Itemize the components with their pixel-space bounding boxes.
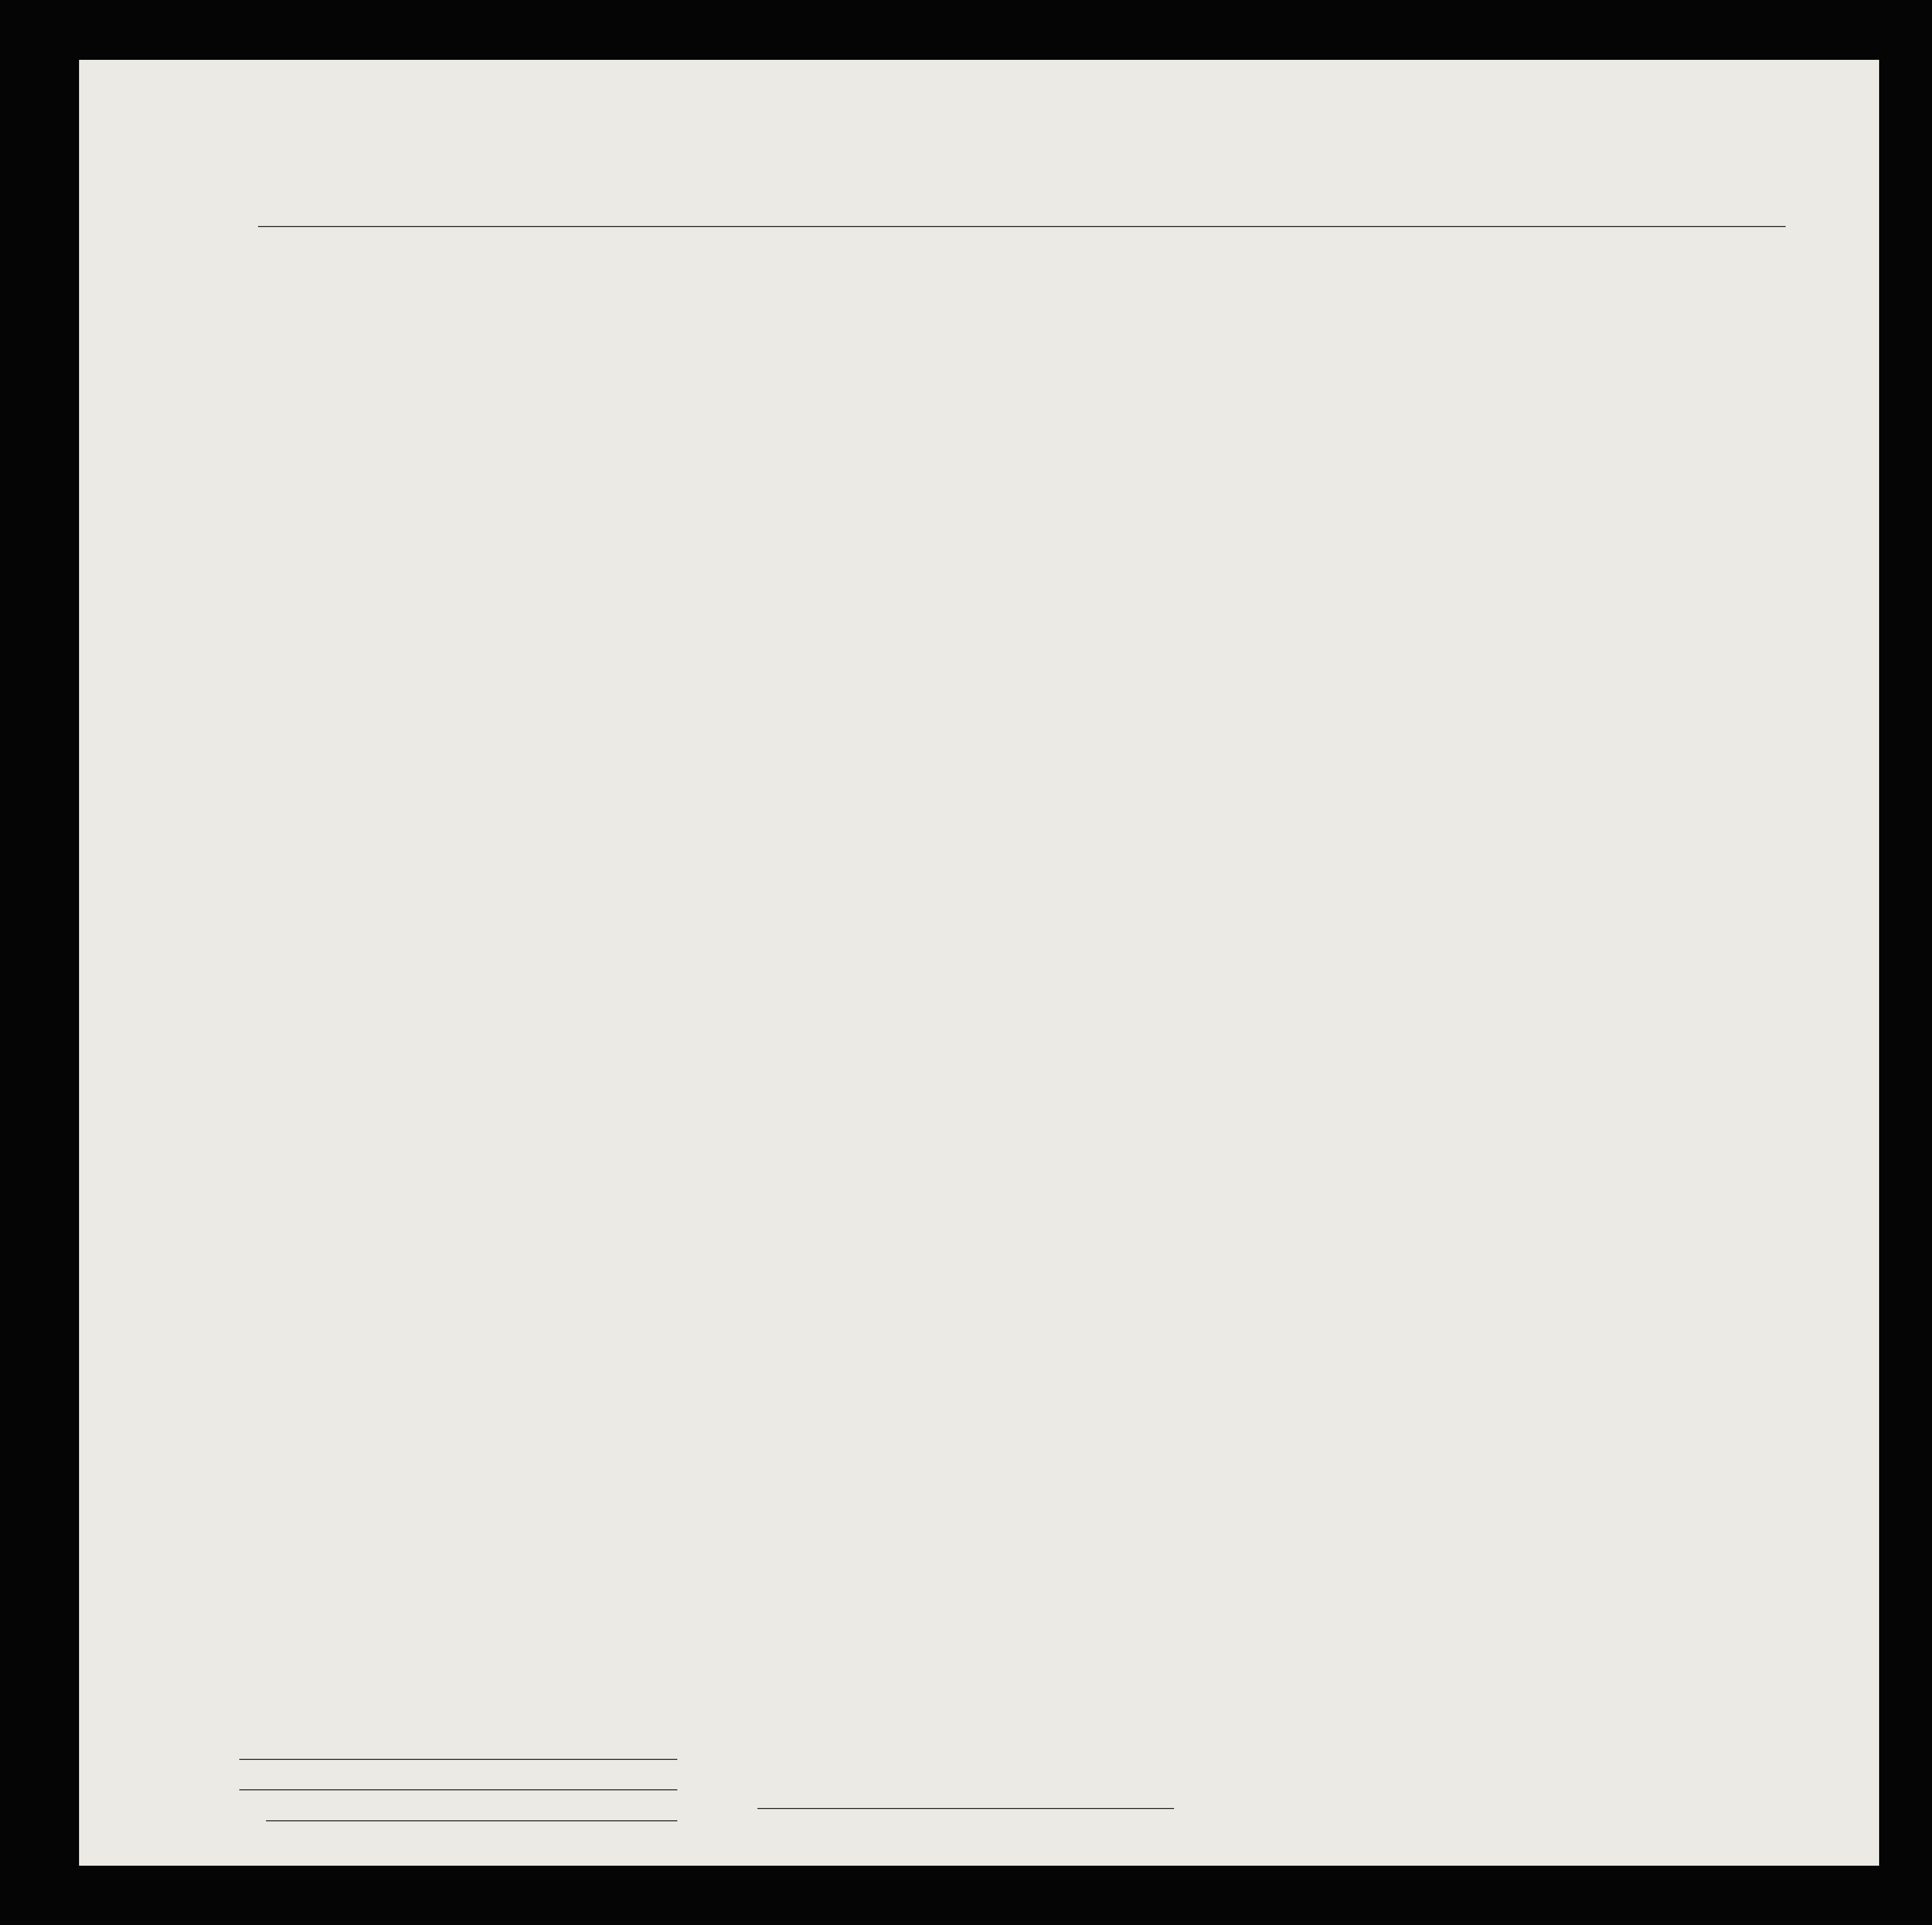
manifest-sheet (79, 60, 1879, 1866)
vessel-underline (258, 226, 1786, 227)
agents-underline (266, 1820, 677, 1821)
line-underline (239, 1759, 677, 1760)
owners-underline (239, 1789, 677, 1790)
signature-underline (757, 1808, 1174, 1809)
crew-table (143, 263, 1863, 1727)
